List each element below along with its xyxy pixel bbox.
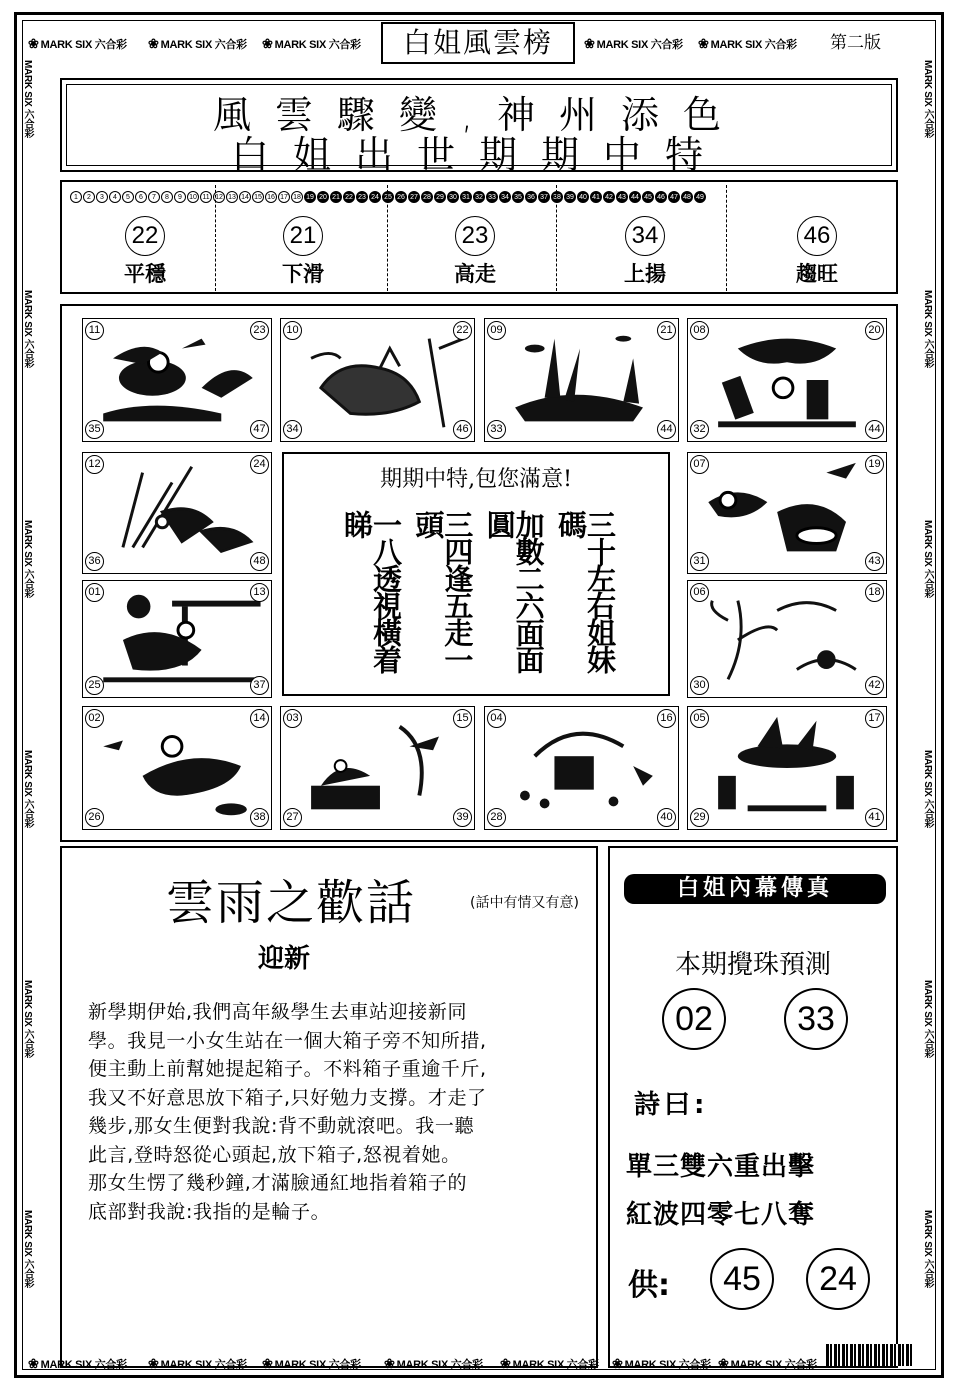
zodiac-number: 11: [85, 321, 104, 340]
zodiac-number: 16: [657, 709, 676, 728]
zodiac-number: 07: [690, 455, 709, 474]
brand-watermark-right-6: [920, 1210, 935, 1288]
zodiac-number: 23: [250, 321, 269, 340]
trend-number: 46: [797, 216, 837, 256]
ink-painting-icon: [83, 453, 271, 573]
brand-text: MARK SIX 六合彩: [512, 1359, 599, 1371]
story-line: 幾步,那女生便對我說:背不動就滾吧。我一聽: [88, 1115, 475, 1137]
brand-watermark-top-3: [262, 36, 361, 52]
story-line: 底部對我說:我指的是輪子。: [88, 1200, 331, 1223]
flower-icon: ❀: [148, 36, 159, 51]
strip-number: 20: [317, 191, 329, 203]
strip-number: 8: [161, 191, 173, 203]
zodiac-number: 31: [690, 552, 709, 571]
zodiac-number: 17: [865, 709, 884, 728]
zodiac-number: 03: [283, 709, 302, 728]
strip-number: 9: [174, 191, 186, 203]
strip-number: 48: [681, 191, 693, 203]
flower-icon: ❀: [384, 1356, 395, 1371]
slogan-line-2: 白姐出世期期中特: [230, 133, 727, 177]
strip-number: 13: [226, 191, 238, 203]
brand-text: MARK SIX 六合彩: [22, 1210, 33, 1289]
brand-watermark-top-4: [584, 36, 683, 52]
zodiac-number: 22: [453, 321, 472, 340]
barcode: [826, 1344, 912, 1366]
brand-watermark-left-6: [20, 1210, 35, 1288]
predict-label: 本期攪珠預測: [674, 950, 831, 980]
zodiac-number: 47: [250, 420, 269, 439]
strip-number: 39: [564, 191, 576, 203]
strip-number: 19: [304, 191, 316, 203]
gong-number: 24: [806, 1248, 870, 1310]
brand-text: MARK SIX 六合彩: [40, 1359, 127, 1371]
strip-number: 24: [369, 191, 381, 203]
zodiac-number: 10: [283, 321, 302, 340]
zodiac-number: 37: [250, 676, 269, 695]
story-line: 我又不好意思放下箱子,只好勉力支撐。才走了: [88, 1086, 487, 1109]
zodiac-number: 09: [487, 321, 506, 340]
zodiac-number: 18: [865, 583, 884, 602]
brand-watermark-right-2: [920, 290, 935, 368]
strip-number: 43: [616, 191, 628, 203]
story-body: [88, 998, 588, 1226]
brand-text: MARK SIX 六合彩: [274, 39, 361, 51]
trend-box: [60, 180, 898, 294]
trend-item: [580, 216, 710, 288]
brand-text: MARK SIX 六合彩: [22, 290, 33, 369]
ink-painting-icon: [83, 319, 271, 441]
brand-text: MARK SIX 六合彩: [710, 39, 797, 51]
brand-watermark-right-5: [920, 980, 935, 1058]
ink-painting-icon: [485, 707, 678, 829]
brand-text: MARK SIX 六合彩: [22, 520, 33, 599]
story-subtitle: 迎新: [258, 944, 311, 974]
brand-text: MARK SIX 六合彩: [160, 1359, 247, 1371]
brand-watermark-top-5: [698, 36, 797, 52]
slogan-line-1: 風雲驟變,神州添色: [212, 93, 746, 137]
gong-number: 45: [710, 1248, 774, 1310]
flower-icon: ❀: [612, 1356, 623, 1371]
brand-watermark-left-2: [20, 290, 35, 368]
strip-number: 40: [577, 191, 589, 203]
strip-number: 25: [382, 191, 394, 203]
brand-watermark-right-1: [920, 60, 935, 138]
zodiac-number: 26: [85, 808, 104, 827]
trend-number: 21: [283, 216, 323, 256]
zodiac-number: 40: [657, 808, 676, 827]
divider: [726, 185, 727, 291]
story-line: 新學期伊始,我們高年級學生去車站迎接新同: [88, 1001, 468, 1023]
zodiac-number: 32: [690, 420, 709, 439]
strip-number: 4: [109, 191, 121, 203]
brand-text: MARK SIX 六合彩: [40, 39, 127, 51]
zodiac-number: 48: [250, 552, 269, 571]
zodiac-number: 44: [657, 420, 676, 439]
strip-number: 7: [148, 191, 160, 203]
strip-number: 38: [551, 191, 563, 203]
brand-text: MARK SIX 六合彩: [274, 1359, 361, 1371]
zodiac-number: 02: [85, 709, 104, 728]
ink-painting-icon: [688, 453, 886, 573]
brand-text: MARK SIX 六合彩: [22, 750, 33, 829]
zodiac-number: 20: [865, 321, 884, 340]
zodiac-number: 08: [690, 321, 709, 340]
divider: [387, 185, 388, 291]
brand-watermark-right-4: [920, 750, 935, 828]
verse-column: 加數二六面面圓: [482, 510, 546, 672]
strip-number: 11: [200, 191, 212, 203]
trend-label: 上揚: [624, 262, 666, 286]
strip-number: 42: [603, 191, 615, 203]
strip-number: 17: [278, 191, 290, 203]
zodiac-picture: [687, 452, 887, 574]
brand-text: MARK SIX 六合彩: [624, 1359, 711, 1371]
zodiac-picture: [82, 580, 272, 698]
trend-label: 平穩: [124, 262, 166, 286]
verse-column: 三四逢五走一頭: [411, 510, 475, 672]
zodiac-picture: [687, 318, 887, 442]
strip-number: 27: [408, 191, 420, 203]
divider: [215, 185, 216, 291]
strip-number: 32: [473, 191, 485, 203]
story-section: [60, 846, 598, 1368]
strip-number: 36: [525, 191, 537, 203]
strip-number: 41: [590, 191, 602, 203]
flower-icon: ❀: [262, 36, 273, 51]
trend-item: [238, 216, 368, 288]
trend-item: [752, 216, 882, 288]
ink-painting-icon: [485, 319, 678, 441]
brand-text: MARK SIX 六合彩: [922, 290, 933, 369]
strip-number: 12: [213, 191, 225, 203]
trend-label: 趨旺: [796, 262, 838, 286]
strip-number: 26: [395, 191, 407, 203]
brand-watermark-left-4: [20, 750, 35, 828]
strip-number: 29: [434, 191, 446, 203]
zodiac-number: 44: [865, 420, 884, 439]
zodiac-number: 39: [453, 808, 472, 827]
poem-line: 單三雙六重出擊: [626, 1152, 816, 1182]
brand-text: MARK SIX 六合彩: [922, 1210, 933, 1289]
brand-text: MARK SIX 六合彩: [396, 1359, 483, 1371]
brand-text: MARK SIX 六合彩: [730, 1359, 817, 1371]
zodiac-picture: [687, 706, 887, 830]
strip-number: 22: [343, 191, 355, 203]
trend-item: [80, 216, 210, 288]
brand-watermark-top-1: [28, 36, 127, 52]
strip-number: 3: [96, 191, 108, 203]
brand-text: MARK SIX 六合彩: [922, 980, 933, 1059]
zodiac-picture: [82, 318, 272, 442]
zodiac-number: 04: [487, 709, 506, 728]
zodiac-picture: [687, 580, 887, 698]
brand-watermark-left-3: [20, 520, 35, 598]
brand-text: MARK SIX 六合彩: [922, 60, 933, 139]
flower-icon: ❀: [584, 36, 595, 51]
brand-watermark-top-2: [148, 36, 247, 52]
brand-text: MARK SIX 六合彩: [922, 520, 933, 599]
page-title: 白姐風雲榜: [381, 22, 575, 64]
number-strip: [70, 188, 706, 206]
zodiac-picture: [484, 318, 679, 442]
zodiac-number: 36: [85, 552, 104, 571]
zodiac-number: 30: [690, 676, 709, 695]
story-title: 雲雨之歡話: [166, 875, 417, 931]
strip-number: 23: [356, 191, 368, 203]
strip-number: 37: [538, 191, 550, 203]
strip-number: 35: [512, 191, 524, 203]
zodiac-number: 25: [85, 676, 104, 695]
strip-number: 30: [447, 191, 459, 203]
trend-number: 23: [455, 216, 495, 256]
zodiac-number: 35: [85, 420, 104, 439]
flower-icon: ❀: [698, 36, 709, 51]
verse-column: 三十左右姐妹碼: [553, 510, 617, 672]
strip-number: 33: [486, 191, 498, 203]
zodiac-picture: [82, 452, 272, 574]
zodiac-number: 12: [85, 455, 104, 474]
ink-painting-icon: [688, 581, 886, 697]
zodiac-number: 33: [487, 420, 506, 439]
strip-number: 46: [655, 191, 667, 203]
zodiac-number: 46: [453, 420, 472, 439]
zodiac-number: 05: [690, 709, 709, 728]
zodiac-number: 38: [250, 808, 269, 827]
zodiac-number: 06: [690, 583, 709, 602]
slogan-box: [60, 78, 898, 177]
zodiac-number: 27: [283, 808, 302, 827]
verse-column: 一八透視橫着睇: [340, 510, 403, 672]
brand-text: MARK SIX 六合彩: [160, 39, 247, 51]
trend-label: 高走: [454, 262, 496, 286]
gong-label: 供:: [628, 1268, 670, 1303]
strip-number: 31: [460, 191, 472, 203]
strip-number: 10: [187, 191, 199, 203]
verse-columns: [340, 510, 617, 690]
predict-number: 33: [784, 988, 848, 1050]
brand-text: MARK SIX 六合彩: [596, 39, 683, 51]
zodiac-number: 43: [865, 552, 884, 571]
inside-info-section: [608, 846, 898, 1368]
zodiac-number: 28: [487, 808, 506, 827]
poem-line: 紅波四零七八奪: [626, 1200, 816, 1230]
flower-icon: ❀: [718, 1356, 729, 1371]
strip-number: 21: [330, 191, 342, 203]
ink-painting-icon: [83, 707, 271, 829]
zodiac-number: 29: [690, 808, 709, 827]
zodiac-number: 21: [657, 321, 676, 340]
strip-number: 6: [135, 191, 147, 203]
strip-number: 2: [83, 191, 95, 203]
brand-watermark-right-3: [920, 520, 935, 598]
center-verse-box: [282, 452, 670, 696]
strip-number: 5: [122, 191, 134, 203]
brand-text: MARK SIX 六合彩: [22, 980, 33, 1059]
trend-number: 22: [125, 216, 165, 256]
strip-number: 45: [642, 191, 654, 203]
zodiac-number: 42: [865, 676, 884, 695]
flower-icon: ❀: [262, 1356, 273, 1371]
zodiac-number: 15: [453, 709, 472, 728]
center-heading: 期期中特,包您滿意!: [380, 467, 572, 492]
strip-number: 44: [629, 191, 641, 203]
brand-watermark-left-5: [20, 980, 35, 1058]
brand-watermark-left-1: [20, 60, 35, 138]
ink-painting-icon: [281, 319, 474, 441]
zodiac-picture: [280, 318, 475, 442]
brand-text: MARK SIX 六合彩: [922, 750, 933, 829]
brand-text: MARK SIX 六合彩: [22, 60, 33, 139]
trend-label: 下滑: [282, 262, 324, 286]
zodiac-number: 14: [250, 709, 269, 728]
strip-number: 28: [421, 191, 433, 203]
trend-item: [410, 216, 540, 288]
predict-number: 02: [662, 988, 726, 1050]
trend-number: 34: [625, 216, 665, 256]
poem-heading: 詩曰:: [634, 1090, 709, 1120]
zodiac-number: 01: [85, 583, 104, 602]
inside-title: 白姐內幕傳真: [624, 874, 886, 904]
strip-number: 47: [668, 191, 680, 203]
zodiac-number: 19: [865, 455, 884, 474]
strip-number: 34: [499, 191, 511, 203]
zodiac-number: 24: [250, 455, 269, 474]
flower-icon: ❀: [148, 1356, 159, 1371]
zodiac-picture: [484, 706, 679, 830]
strip-number: 16: [265, 191, 277, 203]
zodiac-picture: [280, 706, 475, 830]
story-line: 那女生愣了幾秒鐘,才滿臉通紅地指着箱子的: [88, 1172, 468, 1194]
story-line: 便主動上前幫她提起箱子。不料箱子重逾千斤,: [88, 1058, 487, 1080]
zodiac-number: 34: [283, 420, 302, 439]
zodiac-number: 13: [250, 583, 269, 602]
story-line: 此言,登時怒從心頭起,放下箱子,怒視着她。: [88, 1143, 461, 1166]
strip-number: 1: [70, 191, 82, 203]
ink-painting-icon: [688, 319, 886, 441]
strip-number: 18: [291, 191, 303, 203]
flower-icon: ❀: [28, 36, 39, 51]
divider: [556, 185, 557, 291]
flower-icon: ❀: [28, 1356, 39, 1371]
ink-painting-icon: [281, 707, 474, 829]
zodiac-number: 41: [865, 808, 884, 827]
zodiac-picture: [82, 706, 272, 830]
ink-painting-icon: [83, 581, 271, 697]
edition-label: 第二版: [830, 33, 881, 53]
story-note: (話中有情又有意): [470, 895, 579, 911]
flower-icon: ❀: [500, 1356, 511, 1371]
strip-number: 14: [239, 191, 251, 203]
story-line: 學。我見一小女生站在一個大箱子旁不知所措,: [88, 1029, 487, 1052]
strip-number: 49: [694, 191, 706, 203]
strip-number: 15: [252, 191, 264, 203]
ink-painting-icon: [688, 707, 886, 829]
